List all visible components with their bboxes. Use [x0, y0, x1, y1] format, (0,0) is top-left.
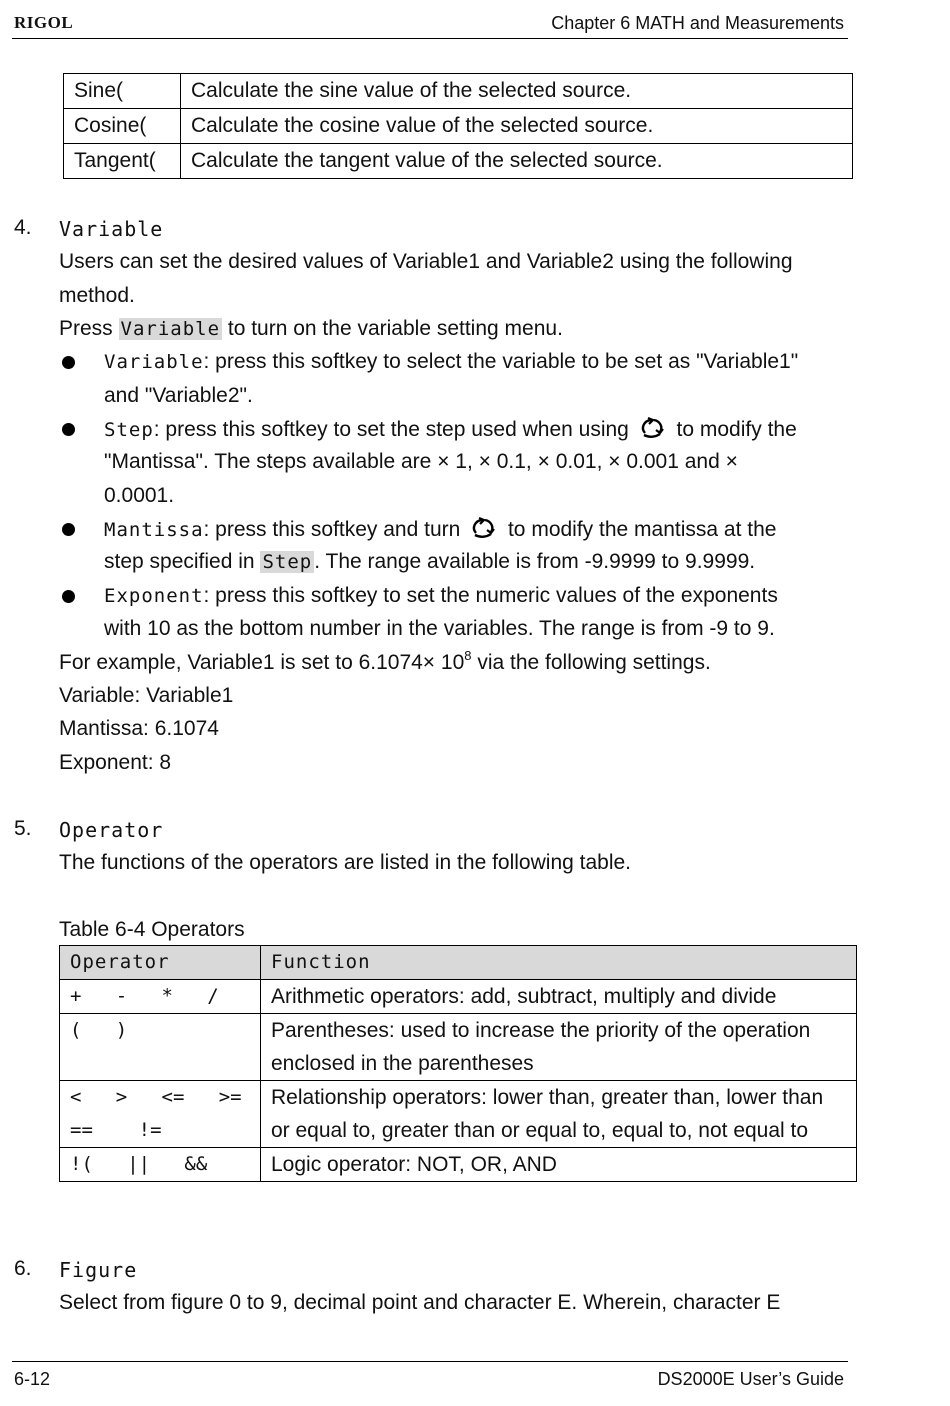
bullet-icon: [62, 356, 75, 369]
step-softkey-label: Step: [262, 551, 313, 573]
function-desc: Calculate the cosine value of the selected source.: [181, 109, 853, 144]
paragraph-line: Select from figure 0 to 9, decimal point and character E. Wherein, character E: [59, 1291, 781, 1314]
column-header: Operator: [60, 946, 261, 980]
bullet-line: and "Variable2".: [104, 384, 253, 407]
bullet-line: [104, 350, 798, 374]
brand-logo: RIGOL: [14, 13, 74, 32]
section-number: 4.: [14, 216, 32, 239]
function-desc: Calculate the tangent value of the selected source.: [181, 144, 853, 179]
bullet-line: "Mantissa". The steps available are × 1, × 0.1, × 0.01, × 0.001 and ×: [104, 450, 738, 473]
text: Press: [59, 317, 119, 340]
text: : press this softkey to set the step used when using: [153, 418, 635, 441]
example-setting: Mantissa: 6.1074: [59, 717, 219, 740]
function-cell: Arithmetic operators: add, subtract, multiply and divide: [261, 980, 857, 1014]
text: via the following settings.: [471, 651, 711, 674]
bullet-line: [104, 417, 797, 445]
paragraph-line: The functions of the operators are listed in the following table.: [59, 851, 632, 874]
operator-cell: ( ): [60, 1014, 261, 1081]
text: For example, Variable1 is set to 6.1074× 10: [59, 651, 465, 674]
press-instruction: [59, 317, 563, 341]
multipurpose-knob-icon: [639, 417, 667, 445]
text: to modify the: [670, 418, 797, 441]
exponent: 8: [464, 648, 472, 663]
text: step specified in: [104, 550, 261, 573]
paragraph-line: Users can set the desired values of Variable1 and Variable2 using the following: [59, 250, 793, 273]
table-row: [60, 1081, 857, 1148]
table-row: [60, 980, 857, 1014]
function-cell: Relationship operators: lower than, greater than, lower than or equal to, greater than or equal to, equal to, not equal to: [261, 1081, 857, 1148]
table-header-row: [60, 946, 857, 980]
function-name: Tangent(: [64, 144, 181, 179]
softkey-name: Exponent: [104, 585, 204, 607]
chapter-title: Chapter 6 MATH and Measurements: [551, 13, 844, 33]
text: to turn on the variable setting menu.: [222, 317, 563, 340]
page-number: 6-12: [14, 1369, 51, 1389]
bullet-line: with 10 as the bottom number in the variables. The range is from -9 to 9.: [104, 617, 775, 640]
operators-table: [59, 945, 857, 1182]
section-number: 6.: [14, 1257, 32, 1280]
table-row: [64, 109, 853, 144]
function-desc: Calculate the sine value of the selected source.: [181, 74, 853, 109]
function-name: Sine(: [64, 74, 181, 109]
text: : press this softkey and turn: [203, 518, 467, 541]
function-cell: Parentheses: used to increase the priority of the operation enclosed in the parentheses: [261, 1014, 857, 1081]
header-rule: [12, 38, 848, 39]
function-cell: Logic operator: NOT, OR, AND: [261, 1148, 857, 1182]
section-number: 5.: [14, 817, 32, 840]
bullet-line: 0.0001.: [104, 484, 175, 507]
guide-title: DS2000E User’s Guide: [657, 1369, 844, 1389]
function-name: Cosine(: [64, 109, 181, 144]
variable-softkey-label: Variable: [120, 318, 221, 340]
example-line: [59, 648, 711, 675]
trig-function-table: [63, 73, 853, 179]
bullet-line: [104, 550, 755, 574]
operator-cell: + - * /: [60, 980, 261, 1014]
table-row: [64, 74, 853, 109]
footer-rule: [12, 1361, 848, 1362]
column-header: Function: [261, 946, 857, 980]
bullet-icon: [62, 590, 75, 603]
text: : press this softkey to set the numeric values of the exponents: [203, 584, 778, 607]
section-title: Operator: [59, 818, 164, 842]
paragraph-line: method.: [59, 284, 135, 307]
operator-cell: < > <= >= == !=: [60, 1081, 261, 1148]
table-row: [64, 144, 853, 179]
bullet-icon: [62, 523, 75, 536]
text: to modify the mantissa at the: [502, 518, 777, 541]
softkey-name: Variable: [104, 351, 204, 373]
section-title: Variable: [59, 217, 164, 241]
softkey-name: Step: [104, 419, 154, 441]
text: . The range available is from -9.9999 to 9.9999.: [314, 550, 756, 573]
bullet-line: [104, 517, 776, 545]
operator-cell: !( || &&: [60, 1148, 261, 1182]
bullet-line: [104, 584, 778, 608]
table-row: [60, 1014, 857, 1081]
table-caption: Table 6-4 Operators: [59, 918, 245, 941]
bullet-icon: [62, 423, 75, 436]
softkey-name: Mantissa: [104, 519, 204, 541]
table-row: [60, 1148, 857, 1182]
multipurpose-knob-icon: [470, 517, 498, 545]
text: : press this softkey to select the variable to be set as "Variable1": [203, 350, 799, 373]
example-setting: Exponent: 8: [59, 751, 172, 774]
example-setting: Variable: Variable1: [59, 684, 234, 707]
section-title: Figure: [59, 1258, 138, 1282]
